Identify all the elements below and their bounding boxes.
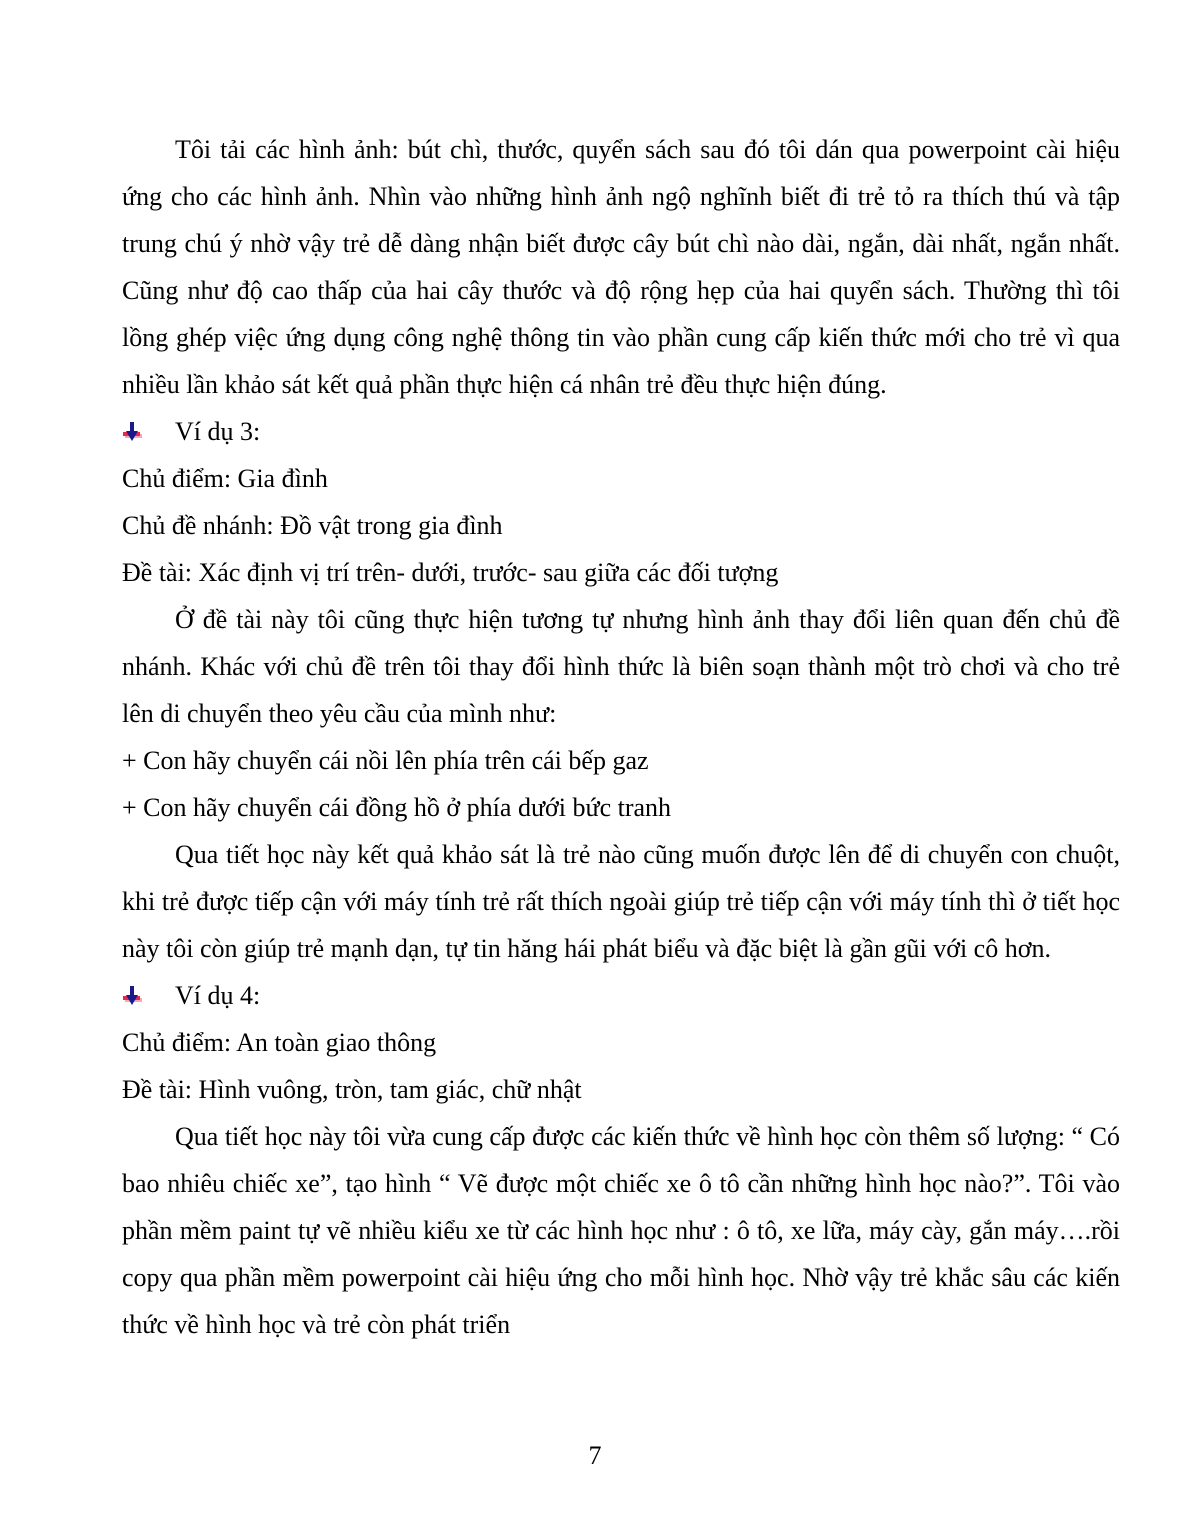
list-item-1: + Con hãy chuyển cái nồi lên phía trên cái bếp gaz: [122, 746, 649, 775]
paragraph-4: Qua tiết học này tôi vừa cung cấp được các kiến thức về hình học còn thêm số lượng: “ Có bao nhiêu chiếc xe”, tạo hình “ Vẽ được một chiếc xe ô tô cần những hình học nào?”. Tôi vào phần mềm paint tự vẽ nhiều kiểu xe từ các hình học như : ô tô, xe lữa, máy cày, gắn máy….rồi copy qua phần mềm powerpoint cài hiệu ứng cho mỗi hình học. Nhờ vậy trẻ khắc sâu các kiến thức về hình học và trẻ còn phát triển: [122, 1122, 1120, 1339]
list-item-2: + Con hãy chuyển cái đồng hồ ở phía dưới bức tranh: [122, 793, 672, 822]
example-3-heading: [122, 408, 1120, 455]
example-4-label: Ví dụ 4:: [175, 981, 261, 1010]
topic-line-3: Đề tài: Xác định vị trí trên- dưới, trước- sau giữa các đối tượng: [122, 558, 779, 587]
example-3-label: Ví dụ 3:: [175, 417, 261, 446]
example-4-heading: [122, 972, 1120, 1019]
document-page: [122, 126, 1120, 1348]
arrow-down-bullet-icon: [122, 985, 144, 1007]
paragraph-1: Tôi tải các hình ảnh: bút chì, thước, quyển sách sau đó tôi dán qua powerpoint cài hiệu ứng cho các hình ảnh. Nhìn vào những hình ảnh ngộ nghĩnh biết đi trẻ tỏ ra thích thú và tập trung chú ý nhờ vậy trẻ dễ dàng nhận biết được cây bút chì nào dài, ngắn, dài nhất, ngắn nhất. Cũng như độ cao thấp của hai cây thước và độ rộng hẹp của hai quyển sách. Thường thì tôi lồng ghép việc ứng dụng công nghệ thông tin vào phần cung cấp kiến thức mới cho trẻ vì qua nhiều lần khảo sát kết quả phần thực hiện cá nhân trẻ đều thực hiện đúng.: [122, 135, 1120, 399]
arrow-down-bullet-icon: [122, 421, 144, 443]
theme-line-3: Chủ điểm: Gia đình: [122, 464, 328, 493]
sub-theme-line-3: Chủ đề nhánh: Đồ vật trong gia đình: [122, 511, 503, 540]
paragraph-3: Qua tiết học này kết quả khảo sát là trẻ nào cũng muốn được lên để di chuyển con chuột, khi trẻ được tiếp cận với máy tính trẻ rất thích ngoài giúp trẻ tiếp cận với máy tính thì ở tiết học này tôi còn giúp trẻ mạnh dạn, tự tin hăng hái phát biểu và đặc biệt là gần gũi với cô hơn.: [122, 840, 1120, 963]
theme-line-4: Chủ điểm: An toàn giao thông: [122, 1028, 437, 1057]
paragraph-2: Ở đề tài này tôi cũng thực hiện tương tự nhưng hình ảnh thay đổi liên quan đến chủ đề nhánh. Khác với chủ đề trên tôi thay đổi hình thức là biên soạn thành một trò chơi và cho trẻ lên di chuyển theo yêu cầu của mình như:: [122, 605, 1120, 728]
topic-line-4: Đề tài: Hình vuông, tròn, tam giác, chữ nhật: [122, 1075, 582, 1104]
page-number: 7: [588, 1441, 602, 1470]
